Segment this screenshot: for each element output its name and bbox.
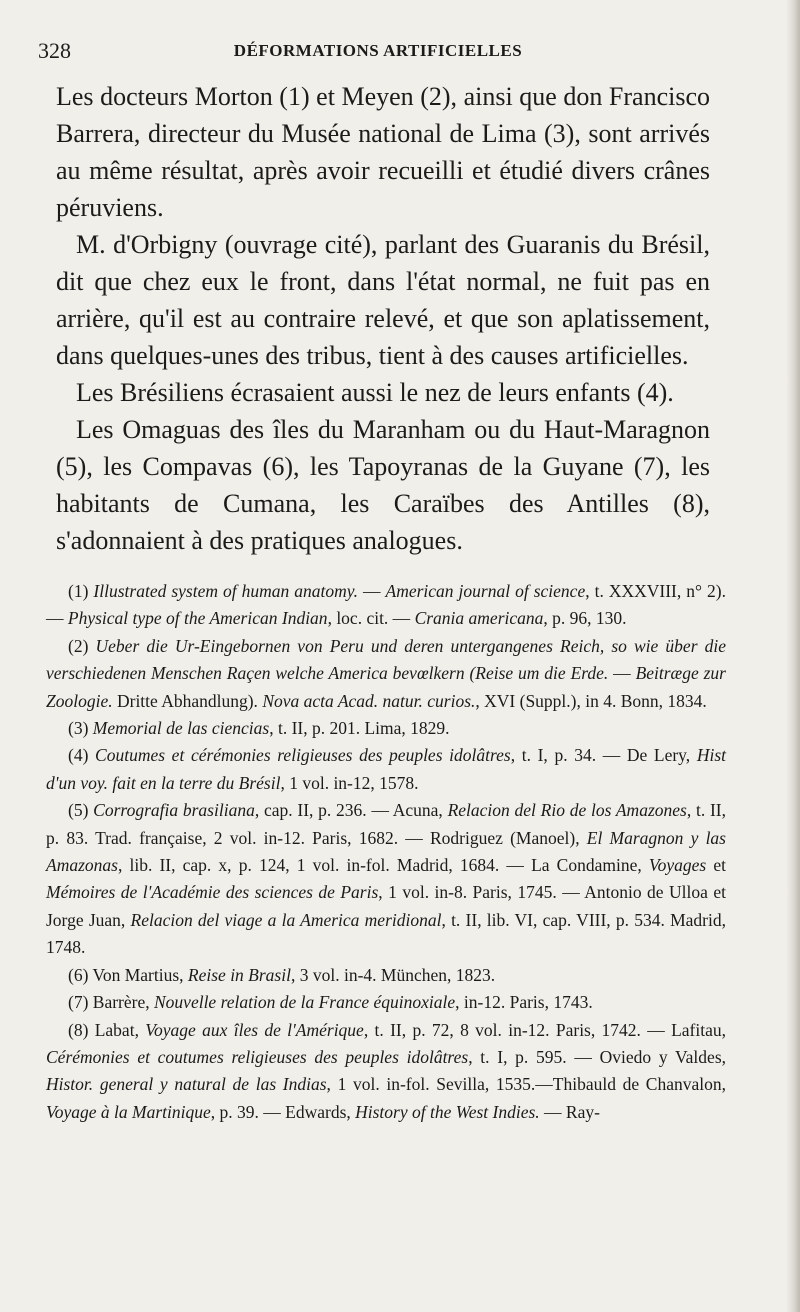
main-text [56, 78, 710, 559]
footnote: (3) Memorial de las ciencias, t. II, p. 201. Lima, 1829. [68, 718, 450, 739]
page-edge-shadow [786, 0, 800, 1312]
body-paragraph: Les Omaguas des îles du Maranham ou du Haut-Maragnon (5), les Compavas (6), les Tapoyranas de la Guyane (7), les habitants de Cumana, les Caraïbes des Antilles (8), s'adonnaient à des pratiques analogues. [56, 415, 710, 555]
footnote: (6) Von Martius, Reise in Brasil, 3 vol. in-4. München, 1823. [68, 964, 496, 985]
footnote: (4) Coutumes et cérémonies religieuses des peuples idolâtres, t. I, p. 34. — De Lery, Hist d'un voy. fait en la terre du Brésil, 1 vol. in-12, 1578. [46, 745, 726, 793]
running-title: DÉFORMATIONS ARTIFICIELLES [233, 41, 523, 60]
footnote: (8) Labat, Voyage aux îles de l'Amérique, t. II, p. 72, 8 vol. in-12. Paris, 1742. — Lafitau, Cérémonies et coutumes religieuses des peuples idolâtres, t. I, p. 595. — Oviedo y Valdes, Histor. general y natural de las Indias, 1 vol. in-fol. Sevilla, 1535.—Thibauld de Chanvalon, Voyage à la Martinique, p. 39. — Edwards, History of the West Indies. — Ray- [46, 1019, 727, 1122]
page-number: 328 [38, 38, 71, 63]
body-paragraph: M. d'Orbigny (ouvrage cité), parlant des Guaranis du Brésil, dit que chez eux le front, dans l'état normal, ne fuit pas en arrière, qu'il est au contraire relevé, et que son aplatissement, dans quelques-unes des tribus, tient à des causes artificielles. [56, 230, 710, 370]
footnote: (5) Corrografia brasiliana, cap. II, p. 236. — Acuna, Relacion del Rio de los Amazones, t. II, p. 83. Trad. française, 2 vol. in-12. Paris, 1682. — Rodriguez (Manoel), El Maragnon y las Amazonas, lib. II, cap. x, p. 124, 1 vol. in-fol. Madrid, 1684. — La Condamine, Voyages et Mémoires de l'Académie des sciences de Paris, 1 vol. in-8. Paris, 1745. — Antonio de Ulloa et Jorge Juan, Relacion del viage a la America meridional, t. II, lib. VI, cap. VIII, p. 534. Madrid, 1748. [46, 800, 727, 958]
footnote: (1) Illustrated system of human anatomy. — American journal of science, t. XXXVIII, n° 2). — Physical type of the American Indian, loc. cit. — Crania americana, p. 96, 130. [46, 581, 726, 629]
body-paragraph: Les Brésiliens écrasaient aussi le nez de leurs enfants (4). [76, 378, 674, 407]
footnote: (7) Barrère, Nouvelle relation de la France équinoxiale, in-12. Paris, 1743. [68, 992, 593, 1013]
footnotes [46, 578, 726, 1126]
body-paragraph: Les docteurs Morton (1) et Meyen (2), ainsi que don Francisco Barrera, directeur du Musée national de Lima (3), sont arrivés au même résultat, après avoir recueilli et étudié divers crânes péruviens. [56, 82, 710, 222]
page-header [38, 38, 718, 66]
footnote: (2) Ueber die Ur-Eingebornen von Peru und deren untergangenes Reich, so wie über die verschiedenen Menschen Raçen welche America bevœlkern (Reise um die Erde. — Beitræge zur Zoologie. Dritte Abhandlung). Nova acta Acad. natur. curios., XVI (Suppl.), in 4. Bonn, 1834. [46, 635, 726, 711]
